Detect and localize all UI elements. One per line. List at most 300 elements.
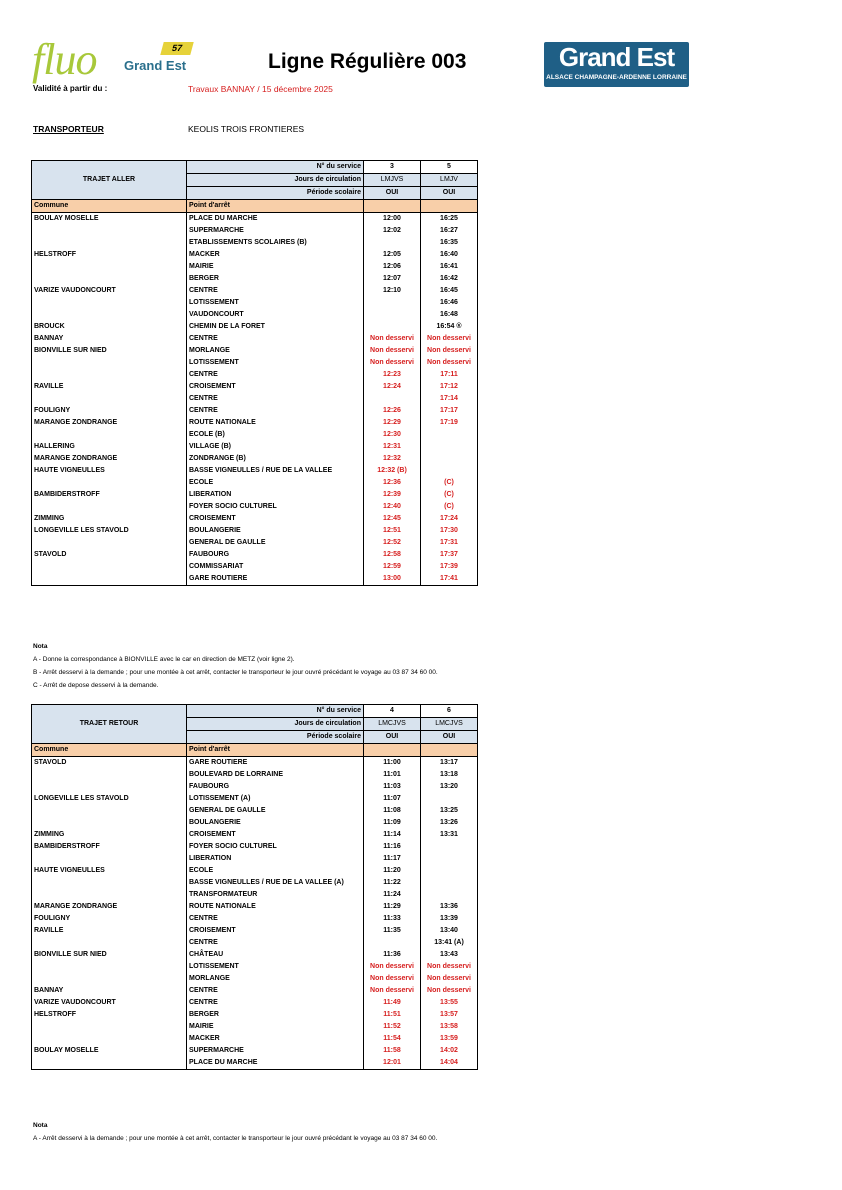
stop-cell: CENTRE: [187, 937, 364, 949]
nota-title: Nota: [33, 643, 48, 650]
table-row: [32, 453, 478, 465]
commune-cell: RAVILLE: [32, 381, 187, 393]
table-row: [32, 489, 478, 501]
nota-title: Nota: [33, 1122, 48, 1129]
table-row: [32, 345, 478, 357]
column-header: [421, 744, 478, 757]
time-cell: 12:23: [364, 369, 421, 381]
commune-cell: BOULAY MOSELLE: [32, 213, 187, 226]
commune-cell: HELSTROFF: [32, 249, 187, 261]
commune-cell: MARANGE ZONDRANGE: [32, 453, 187, 465]
stop-cell: VILLAGE (B): [187, 441, 364, 453]
time-cell: 11:52: [364, 1021, 421, 1033]
time-cell: [364, 309, 421, 321]
table-row: [32, 829, 478, 841]
service-label: N° du service: [187, 705, 364, 718]
table-row: [32, 501, 478, 513]
time-cell: 16:42: [421, 273, 478, 285]
days-label: Jours de circulation: [187, 174, 364, 187]
commune-cell: [32, 561, 187, 573]
time-cell: 11:33: [364, 913, 421, 925]
time-cell: [421, 453, 478, 465]
time-cell: (C): [421, 489, 478, 501]
table-row: [32, 213, 478, 226]
commune-cell: LONGEVILLE LES STAVOLD: [32, 525, 187, 537]
timetable-aller: [31, 160, 478, 586]
table-row: [32, 405, 478, 417]
time-cell: Non desservi: [421, 985, 478, 997]
commune-cell: FOULIGNY: [32, 913, 187, 925]
stop-cell: FOYER SOCIO CULTUREL: [187, 501, 364, 513]
time-cell: 12:59: [364, 561, 421, 573]
stop-cell: FOYER SOCIO CULTUREL: [187, 841, 364, 853]
stop-cell: CENTRE: [187, 333, 364, 345]
validity-value: Travaux BANNAY / 15 décembre 2025: [188, 84, 333, 94]
stop-cell: MACKER: [187, 249, 364, 261]
table-row: [32, 1045, 478, 1057]
stop-header: Point d'arrêt: [187, 744, 364, 757]
stop-cell: LIBERATION: [187, 853, 364, 865]
time-cell: 11:00: [364, 757, 421, 770]
time-cell: [421, 853, 478, 865]
service-number: 4: [364, 705, 421, 718]
time-cell: 12:39: [364, 489, 421, 501]
nota-line: B - Arrêt desservi à la demande ; pour une montée à cet arrêt, contacter le transporteur le jour ouvré précédant le voyage au 03 87 34 60 00.: [33, 669, 438, 676]
table-row: [32, 513, 478, 525]
table-row: [32, 913, 478, 925]
commune-cell: [32, 537, 187, 549]
stop-cell: GARE ROUTIERE: [187, 757, 364, 770]
time-cell: 11:22: [364, 877, 421, 889]
table-row: [32, 225, 478, 237]
time-cell: 13:20: [421, 781, 478, 793]
time-cell: Non desservi: [364, 345, 421, 357]
time-cell: 12:02: [364, 225, 421, 237]
column-header: [364, 200, 421, 213]
time-cell: Non desservi: [421, 357, 478, 369]
table-row: [32, 757, 478, 770]
table-row: [32, 1009, 478, 1021]
stop-cell: ECOLE: [187, 865, 364, 877]
time-cell: 16:27: [421, 225, 478, 237]
time-cell: 12:24: [364, 381, 421, 393]
stop-cell: MACKER: [187, 1033, 364, 1045]
commune-cell: [32, 817, 187, 829]
time-cell: 11:01: [364, 769, 421, 781]
stop-cell: ECOLE (B): [187, 429, 364, 441]
time-cell: Non desservi: [364, 333, 421, 345]
time-cell: 16:46: [421, 297, 478, 309]
commune-cell: [32, 781, 187, 793]
commune-cell: [32, 261, 187, 273]
commune-cell: [32, 477, 187, 489]
commune-cell: MARANGE ZONDRANGE: [32, 417, 187, 429]
commune-cell: BAMBIDERSTROFF: [32, 489, 187, 501]
table-row: [32, 1057, 478, 1070]
stop-cell: FAUBOURG: [187, 549, 364, 561]
time-cell: 16:45: [421, 285, 478, 297]
stop-cell: BASSE VIGNEULLES / RUE DE LA VALLEE: [187, 465, 364, 477]
time-cell: [421, 841, 478, 853]
time-cell: 14:04: [421, 1057, 478, 1070]
table-row: [32, 465, 478, 477]
column-header: [364, 744, 421, 757]
stop-header: Point d'arrêt: [187, 200, 364, 213]
time-cell: 12:00: [364, 213, 421, 226]
time-cell: 11:29: [364, 901, 421, 913]
table-row: [32, 985, 478, 997]
school-value: OUI: [364, 731, 421, 744]
time-cell: 12:26: [364, 405, 421, 417]
time-cell: [364, 297, 421, 309]
nota-line: A - Arrêt desservi à la demande ; pour une montée à cet arrêt, contacter le transporteur le jour ouvré précédant le voyage au 03 87 34 60 00.: [33, 1135, 438, 1142]
table-row: [32, 309, 478, 321]
commune-cell: VARIZE VAUDONCOURT: [32, 997, 187, 1009]
time-cell: 13:39: [421, 913, 478, 925]
commune-cell: [32, 1021, 187, 1033]
time-cell: 17:30: [421, 525, 478, 537]
commune-cell: ZIMMING: [32, 829, 187, 841]
commune-cell: ZIMMING: [32, 513, 187, 525]
table-row: [32, 357, 478, 369]
table-row: [32, 841, 478, 853]
time-cell: Non desservi: [421, 961, 478, 973]
commune-cell: BANNAY: [32, 333, 187, 345]
stop-cell: CENTRE: [187, 405, 364, 417]
stop-cell: GARE ROUTIERE: [187, 573, 364, 586]
time-cell: 12:06: [364, 261, 421, 273]
days-value: LMJV: [421, 174, 478, 187]
stop-cell: CENTRE: [187, 285, 364, 297]
time-cell: 13:59: [421, 1033, 478, 1045]
time-cell: Non desservi: [364, 357, 421, 369]
stop-cell: PLACE DU MARCHE: [187, 213, 364, 226]
stop-cell: CROISEMENT: [187, 381, 364, 393]
time-cell: 11:49: [364, 997, 421, 1009]
stop-cell: CENTRE: [187, 369, 364, 381]
time-cell: [364, 937, 421, 949]
commune-cell: [32, 769, 187, 781]
table-row: [32, 537, 478, 549]
table-row: [32, 817, 478, 829]
service-number: 6: [421, 705, 478, 718]
time-cell: 17:31: [421, 537, 478, 549]
time-cell: 11:17: [364, 853, 421, 865]
stop-cell: ETABLISSEMENTS SCOLAIRES (B): [187, 237, 364, 249]
commune-cell: HELSTROFF: [32, 1009, 187, 1021]
time-cell: 12:32 (B): [364, 465, 421, 477]
commune-cell: [32, 393, 187, 405]
time-cell: 11:16: [364, 841, 421, 853]
table-row: [32, 249, 478, 261]
stop-cell: PLACE DU MARCHE: [187, 1057, 364, 1070]
commune-cell: STAVOLD: [32, 757, 187, 770]
time-cell: (C): [421, 477, 478, 489]
commune-cell: [32, 889, 187, 901]
stop-cell: FAUBOURG: [187, 781, 364, 793]
stop-cell: TRANSFORMATEUR: [187, 889, 364, 901]
table-row: [32, 961, 478, 973]
time-cell: 17:39: [421, 561, 478, 573]
table-row: [32, 525, 478, 537]
commune-cell: [32, 369, 187, 381]
stop-cell: LOTISSEMENT: [187, 961, 364, 973]
time-cell: 12:32: [364, 453, 421, 465]
commune-cell: RAVILLE: [32, 925, 187, 937]
time-cell: 17:37: [421, 549, 478, 561]
school-value: OUI: [421, 187, 478, 200]
table-row: [32, 973, 478, 985]
validity-label: Validité à partir du :: [33, 84, 108, 93]
time-cell: 13:00: [364, 573, 421, 586]
table-row: [32, 417, 478, 429]
time-cell: 13:25: [421, 805, 478, 817]
time-cell: 13:18: [421, 769, 478, 781]
time-cell: Non desservi: [364, 985, 421, 997]
time-cell: Non desservi: [421, 973, 478, 985]
commune-cell: [32, 501, 187, 513]
commune-cell: [32, 309, 187, 321]
time-cell: Non desservi: [364, 961, 421, 973]
stop-cell: ROUTE NATIONALE: [187, 901, 364, 913]
commune-cell: HALLERING: [32, 441, 187, 453]
time-cell: [421, 865, 478, 877]
time-cell: 12:30: [364, 429, 421, 441]
time-cell: (C): [421, 501, 478, 513]
commune-cell: BIONVILLE SUR NIED: [32, 345, 187, 357]
table-row: [32, 949, 478, 961]
time-cell: 11:07: [364, 793, 421, 805]
table-row: [32, 889, 478, 901]
stop-cell: LOTISSEMENT (A): [187, 793, 364, 805]
commune-cell: [32, 237, 187, 249]
time-cell: 17:11: [421, 369, 478, 381]
carrier-label: TRANSPORTEUR: [33, 124, 104, 134]
time-cell: 12:58: [364, 549, 421, 561]
commune-header: Commune: [32, 200, 187, 213]
stop-cell: ECOLE: [187, 477, 364, 489]
time-cell: [421, 793, 478, 805]
commune-cell: [32, 1057, 187, 1070]
column-header: [421, 200, 478, 213]
table-row: [32, 321, 478, 333]
aller-rows: [32, 213, 478, 586]
stop-cell: COMMISSARIAT: [187, 561, 364, 573]
days-label: Jours de circulation: [187, 718, 364, 731]
time-cell: 12:07: [364, 273, 421, 285]
stop-cell: CENTRE: [187, 997, 364, 1009]
time-cell: 12:45: [364, 513, 421, 525]
time-cell: [421, 465, 478, 477]
time-cell: 12:05: [364, 249, 421, 261]
stop-cell: BOULEVARD DE LORRAINE: [187, 769, 364, 781]
school-label: Période scolaire: [187, 731, 364, 744]
table-row: [32, 853, 478, 865]
commune-cell: [32, 357, 187, 369]
stop-cell: ROUTE NATIONALE: [187, 417, 364, 429]
table-row: [32, 901, 478, 913]
time-cell: 11:09: [364, 817, 421, 829]
fluo-logo-brand: Grand Est: [124, 58, 187, 73]
commune-cell: BOULAY MOSELLE: [32, 1045, 187, 1057]
stop-cell: MORLANGE: [187, 973, 364, 985]
time-cell: 16:48: [421, 309, 478, 321]
time-cell: 12:40: [364, 501, 421, 513]
time-cell: 12:31: [364, 441, 421, 453]
trajet-retour-title: TRAJET RETOUR: [32, 705, 187, 744]
time-cell: 11:36: [364, 949, 421, 961]
time-cell: 14:02: [421, 1045, 478, 1057]
trajet-aller-title: TRAJET ALLER: [32, 161, 187, 200]
stop-cell: BERGER: [187, 1009, 364, 1021]
time-cell: 11:54: [364, 1033, 421, 1045]
table-row: [32, 429, 478, 441]
time-cell: 12:51: [364, 525, 421, 537]
commune-cell: [32, 1033, 187, 1045]
timetable-retour: [31, 704, 478, 1070]
nota-line: C - Arrêt de depose desservi à la demande.: [33, 682, 159, 689]
commune-cell: [32, 961, 187, 973]
stop-cell: CHÂTEAU: [187, 949, 364, 961]
table-row: [32, 477, 478, 489]
stop-cell: BASSE VIGNEULLES / RUE DE LA VALLEE (A): [187, 877, 364, 889]
time-cell: Non desservi: [421, 345, 478, 357]
stop-cell: ZONDRANGE (B): [187, 453, 364, 465]
stop-cell: CROISEMENT: [187, 829, 364, 841]
table-row: [32, 381, 478, 393]
time-cell: 12:29: [364, 417, 421, 429]
commune-cell: [32, 297, 187, 309]
time-cell: 17:24: [421, 513, 478, 525]
table-row: [32, 297, 478, 309]
table-row: [32, 793, 478, 805]
commune-cell: BIONVILLE SUR NIED: [32, 949, 187, 961]
school-value: OUI: [364, 187, 421, 200]
commune-cell: [32, 573, 187, 586]
table-row: [32, 369, 478, 381]
service-number: 5: [421, 161, 478, 174]
stop-cell: CENTRE: [187, 985, 364, 997]
fluo-logo-number: 57: [160, 42, 193, 55]
time-cell: Non desservi: [364, 973, 421, 985]
fluo-logo: [32, 35, 197, 86]
commune-cell: [32, 853, 187, 865]
time-cell: 13:17: [421, 757, 478, 770]
commune-cell: LONGEVILLE LES STAVOLD: [32, 793, 187, 805]
time-cell: [364, 237, 421, 249]
commune-cell: [32, 805, 187, 817]
stop-cell: MORLANGE: [187, 345, 364, 357]
table-row: [32, 549, 478, 561]
page-title: Ligne Régulière 003: [268, 50, 467, 73]
commune-cell: [32, 429, 187, 441]
time-cell: 11:51: [364, 1009, 421, 1021]
table-row: [32, 781, 478, 793]
time-cell: 16:25: [421, 213, 478, 226]
commune-cell: [32, 973, 187, 985]
table-row: [32, 333, 478, 345]
time-cell: 11:24: [364, 889, 421, 901]
table-row: [32, 877, 478, 889]
time-cell: 13:58: [421, 1021, 478, 1033]
stop-cell: LOTISSEMENT: [187, 297, 364, 309]
stop-cell: CENTRE: [187, 393, 364, 405]
time-cell: [364, 393, 421, 405]
commune-cell: HAUTE VIGNEULLES: [32, 465, 187, 477]
table-row: [32, 261, 478, 273]
stop-cell: LIBERATION: [187, 489, 364, 501]
table-row: [32, 393, 478, 405]
time-cell: 11:35: [364, 925, 421, 937]
time-cell: 16:54 ®: [421, 321, 478, 333]
commune-cell: [32, 225, 187, 237]
commune-cell: BANNAY: [32, 985, 187, 997]
stop-cell: MAIRIE: [187, 1021, 364, 1033]
table-row: [32, 769, 478, 781]
commune-cell: FOULIGNY: [32, 405, 187, 417]
retour-rows: [32, 757, 478, 1070]
time-cell: 11:20: [364, 865, 421, 877]
time-cell: 17:19: [421, 417, 478, 429]
table-row: [32, 805, 478, 817]
stop-cell: BOULANGERIE: [187, 525, 364, 537]
grandest-logo: [544, 42, 689, 87]
service-label: N° du service: [187, 161, 364, 174]
table-row: [32, 573, 478, 586]
table-row: [32, 273, 478, 285]
commune-cell: MARANGE ZONDRANGE: [32, 901, 187, 913]
time-cell: 13:41 (A): [421, 937, 478, 949]
stop-cell: GENERAL DE GAULLE: [187, 537, 364, 549]
table-row: [32, 237, 478, 249]
time-cell: 11:08: [364, 805, 421, 817]
commune-cell: [32, 937, 187, 949]
grandest-logo-text: Grand Est: [558, 42, 675, 72]
school-value: OUI: [421, 731, 478, 744]
stop-cell: MAIRIE: [187, 261, 364, 273]
stop-cell: GENERAL DE GAULLE: [187, 805, 364, 817]
table-row: [32, 937, 478, 949]
fluo-logo-word: fluo: [32, 35, 97, 84]
stop-cell: BOULANGERIE: [187, 817, 364, 829]
stop-cell: CROISEMENT: [187, 925, 364, 937]
time-cell: 13:26: [421, 817, 478, 829]
days-value: LMCJVS: [421, 718, 478, 731]
time-cell: 16:41: [421, 261, 478, 273]
stop-cell: SUPERMARCHE: [187, 225, 364, 237]
table-row: [32, 561, 478, 573]
commune-cell: STAVOLD: [32, 549, 187, 561]
school-label: Période scolaire: [187, 187, 364, 200]
table-row: [32, 285, 478, 297]
time-cell: 11:14: [364, 829, 421, 841]
time-cell: 12:36: [364, 477, 421, 489]
time-cell: [421, 441, 478, 453]
stop-cell: BERGER: [187, 273, 364, 285]
commune-cell: [32, 273, 187, 285]
days-value: LMCJVS: [364, 718, 421, 731]
commune-header: Commune: [32, 744, 187, 757]
table-row: [32, 1021, 478, 1033]
time-cell: 16:40: [421, 249, 478, 261]
time-cell: Non desservi: [421, 333, 478, 345]
table-row: [32, 865, 478, 877]
time-cell: 11:58: [364, 1045, 421, 1057]
time-cell: 16:35: [421, 237, 478, 249]
time-cell: 17:41: [421, 573, 478, 586]
stop-cell: CENTRE: [187, 913, 364, 925]
table-row: [32, 925, 478, 937]
